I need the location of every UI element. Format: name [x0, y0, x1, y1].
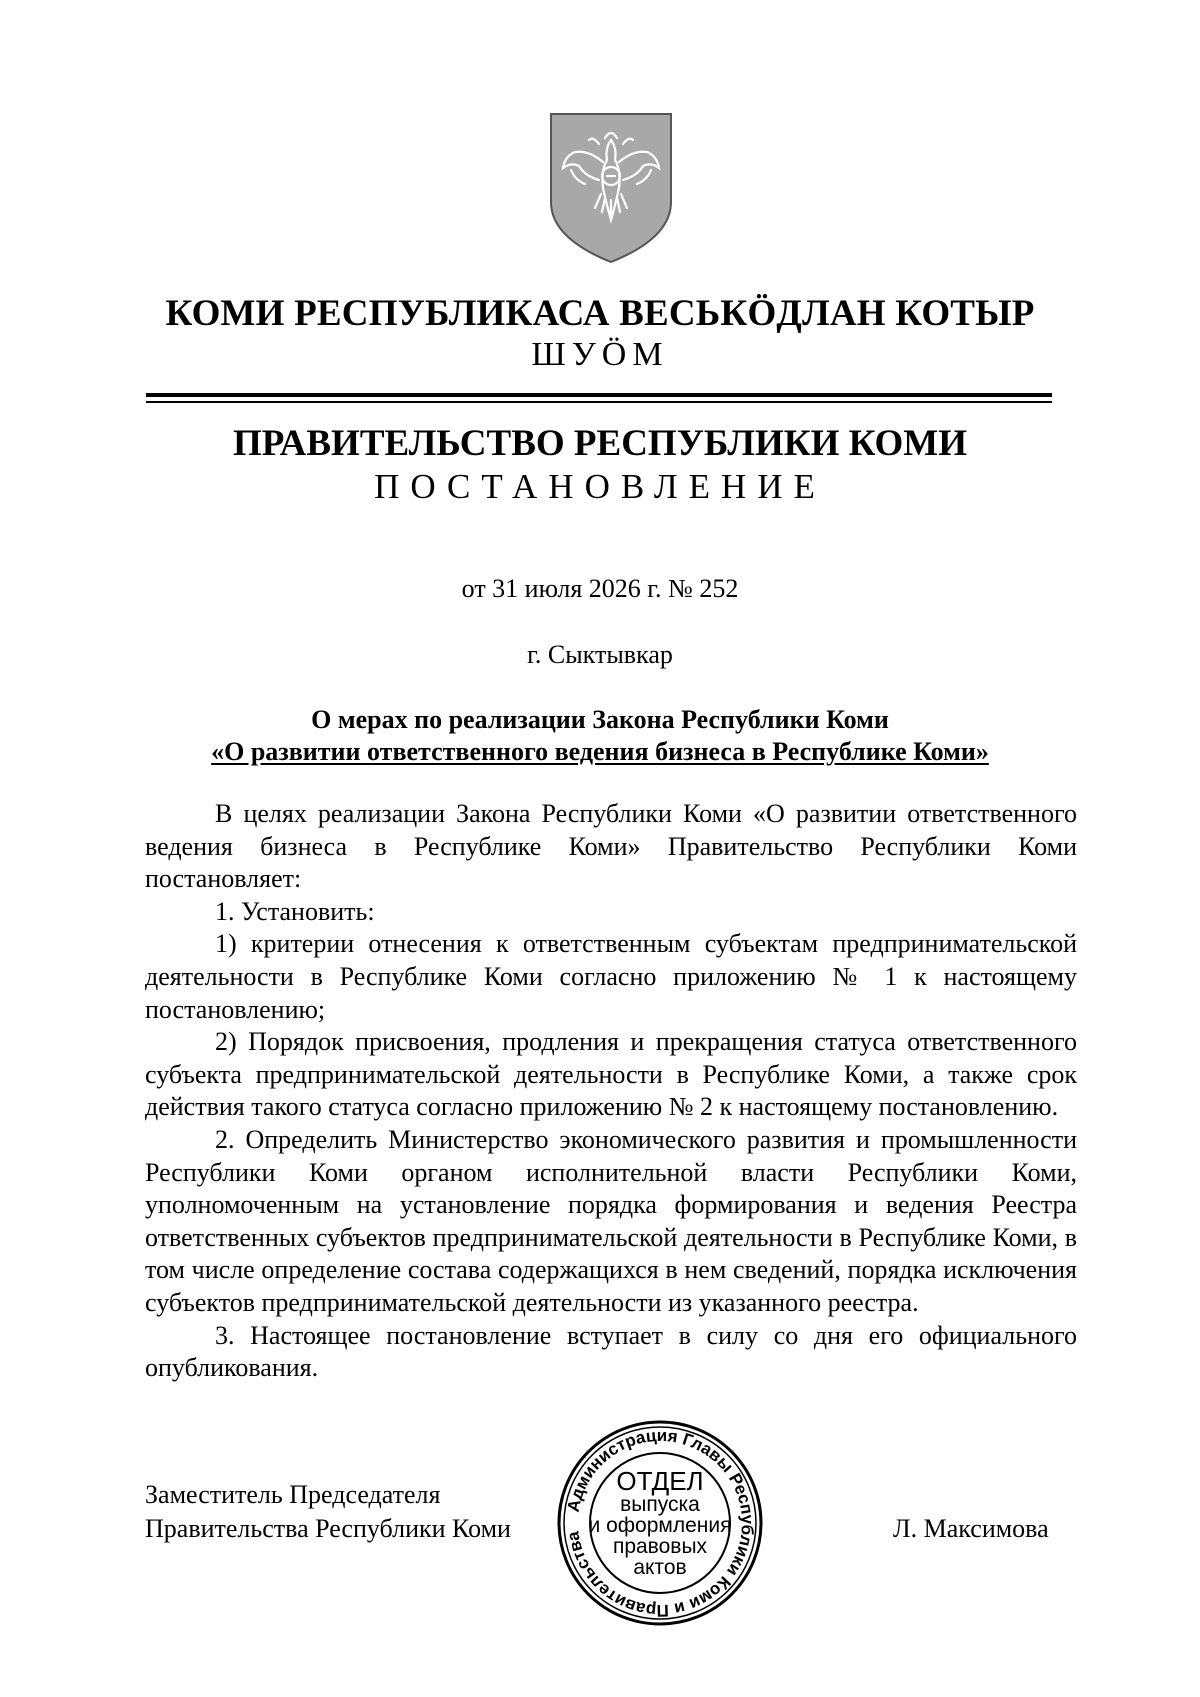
body-item-1-2: 2) Порядок присвоения, продления и прекращения статуса ответственного субъекта предпринимательской деятельности в Республике Коми, а также срок действия такого статуса согласно приложению № 2 к настоящему постановлению.: [145, 1027, 1077, 1122]
header-divider-thick: [146, 393, 1052, 397]
decree-city: г. Сыктывкар: [527, 640, 673, 669]
stamp-center-text: [555, 1418, 765, 1628]
stamp-line-1: ОТДЕЛ: [616, 1466, 704, 1496]
stamp-line-3: и оформления: [588, 1514, 732, 1537]
decree-subtitle: ПОСТАНОВЛЕНИЕ: [374, 467, 826, 506]
stamp-line-4: правовых: [612, 1535, 708, 1558]
komi-decree-subtitle: ШУӦМ: [531, 336, 669, 373]
decree-title-line2: [0, 737, 1200, 767]
body-item-2: 2. Определить Министерство экономического развития и промышленности Республики Коми органом исполнительной власти Республики Коми, уполномоченным на установление порядка формирования и ведения Реестра ответственных субъектов предпринимательской деятельности в Республике Коми, в том числе определение состава содержащихся в нем сведений, порядка исключения субъектов предпринимательской деятельности из указанного реестра.: [145, 1124, 1077, 1317]
decree-title-line2-text: «О развитии ответственного ведения бизнеса в Республике Коми»: [211, 737, 989, 766]
body-item-1-1: 1) критерии отнесения к ответственным субъектам предпринимательской деятельности в Республике Коми согласно приложению № 1 к настоящему постановлению;: [145, 929, 1077, 1024]
body-item-1: 1. Установить:: [215, 896, 375, 926]
header-divider-thin: [146, 401, 1052, 403]
body-item-3: 3. Настоящее постановление вступает в силу со дня его официального опубликования.: [145, 1320, 1077, 1383]
stamp-line-5: актов: [633, 1556, 687, 1579]
komi-government-title: КОМИ РЕСПУБЛИКАСА ВЕСЬКӦДЛАН КОТЫР: [165, 293, 1035, 334]
seal-stamp-icon: [555, 1418, 765, 1628]
decree-title-line1: О мерах по реализации Закона Республики Коми: [311, 705, 889, 734]
decree-body: [145, 798, 1077, 1385]
government-title: ПРАВИТЕЛЬСТВО РЕСПУБЛИКИ КОМИ: [233, 423, 967, 464]
signer-position-line2: Правительства Республики Коми: [145, 1514, 511, 1543]
signer-position-line1: Заместитель Председателя: [145, 1480, 441, 1509]
body-intro: В целях реализации Закона Республики Коми «О развитии ответственного ведения бизнеса в Республике Коми» Правительство Республики Коми постановляет:: [145, 799, 1077, 894]
coat-of-arms-icon: [545, 110, 677, 265]
stamp-line-2: выпуска: [620, 1493, 700, 1516]
stamp-ring-text: Администрация Главы Республики Коми и Правительства: [563, 1425, 758, 1621]
signer-position: [145, 1478, 511, 1546]
decree-date-number: от 31 июля 2026 г. № 252: [461, 574, 739, 603]
signer-name: Л. Максимова: [893, 1514, 1049, 1543]
